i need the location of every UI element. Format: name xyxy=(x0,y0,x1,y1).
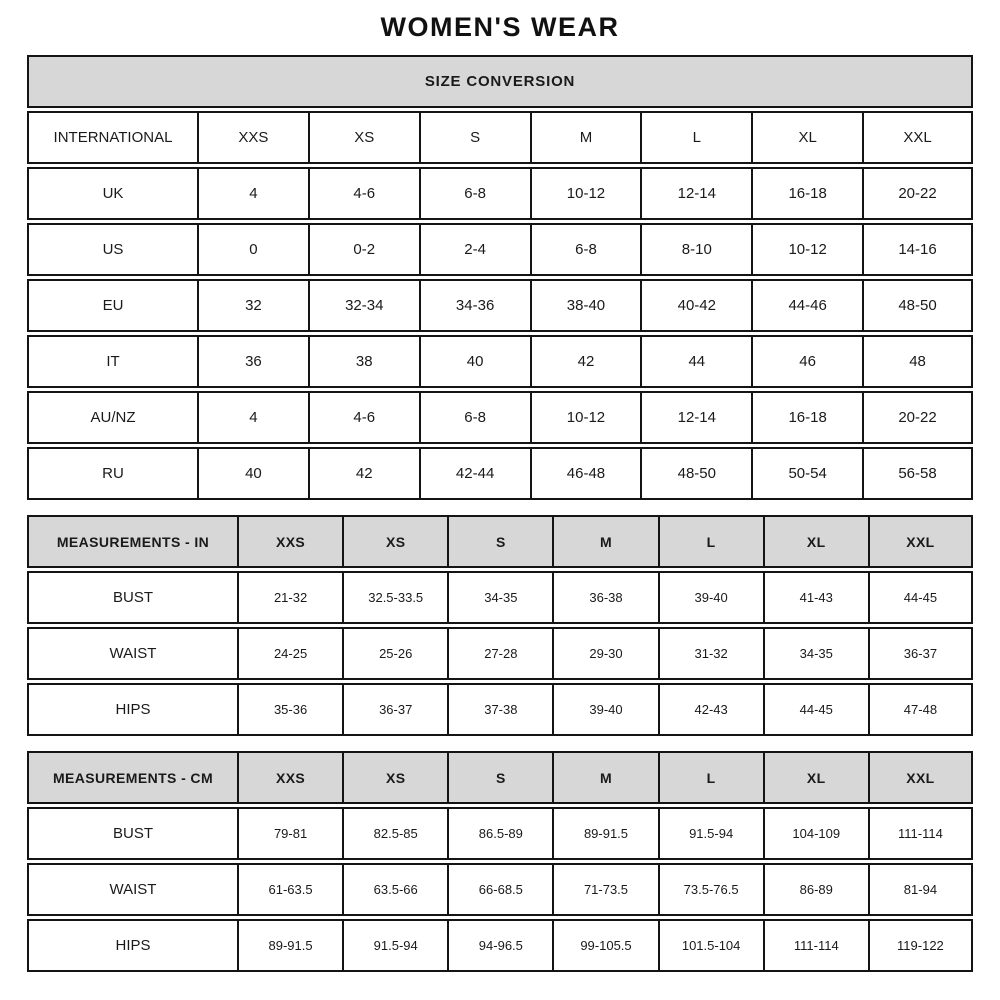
column-header: XXS xyxy=(197,111,308,164)
size_conversion-band-title: SIZE CONVERSION xyxy=(27,55,973,108)
size-cell: 4-6 xyxy=(308,167,419,220)
size-cell: 4 xyxy=(197,391,308,444)
size-cell: 81-94 xyxy=(868,863,973,916)
size-cell: 36-38 xyxy=(552,571,657,624)
size-cell: 46 xyxy=(751,335,862,388)
table-row xyxy=(27,919,973,972)
size-cell: 50-54 xyxy=(751,447,862,500)
size-cell: 8-10 xyxy=(640,223,751,276)
column-header: L xyxy=(640,111,751,164)
size-cell: 0-2 xyxy=(308,223,419,276)
size-cell: 40 xyxy=(197,447,308,500)
size-cell: 10-12 xyxy=(751,223,862,276)
column-header: MEASUREMENTS - IN xyxy=(27,515,237,568)
size-cell: 34-35 xyxy=(447,571,552,624)
column-header: XS xyxy=(342,515,447,568)
size-cell: 42-43 xyxy=(658,683,763,736)
row-label: IT xyxy=(27,335,197,388)
column-header: XL xyxy=(763,751,868,804)
size-cell: 36-37 xyxy=(868,627,973,680)
column-header: S xyxy=(447,751,552,804)
size-cell: 20-22 xyxy=(862,167,973,220)
size-cell: 89-91.5 xyxy=(552,807,657,860)
table-row xyxy=(27,627,973,680)
row-label: HIPS xyxy=(27,683,237,736)
size-cell: 56-58 xyxy=(862,447,973,500)
size-cell: 61-63.5 xyxy=(237,863,342,916)
size-cell: 0 xyxy=(197,223,308,276)
column-header: XS xyxy=(308,111,419,164)
size-cell: 6-8 xyxy=(419,391,530,444)
size-cell: 82.5-85 xyxy=(342,807,447,860)
size-cell: 32 xyxy=(197,279,308,332)
size-cell: 48 xyxy=(862,335,973,388)
size-cell: 99-105.5 xyxy=(552,919,657,972)
size-cell: 40 xyxy=(419,335,530,388)
size-cell: 6-8 xyxy=(530,223,641,276)
column-header: XXS xyxy=(237,751,342,804)
size-cell: 44-45 xyxy=(763,683,868,736)
size-cell: 86.5-89 xyxy=(447,807,552,860)
size-cell: 4 xyxy=(197,167,308,220)
column-header: S xyxy=(447,515,552,568)
column-header: XXL xyxy=(868,515,973,568)
column-header: MEASUREMENTS - CM xyxy=(27,751,237,804)
size-cell: 21-32 xyxy=(237,571,342,624)
size-cell: 71-73.5 xyxy=(552,863,657,916)
size-cell: 6-8 xyxy=(419,167,530,220)
table-row xyxy=(27,335,973,388)
size-cell: 63.5-66 xyxy=(342,863,447,916)
column-header: M xyxy=(552,515,657,568)
measurements_in-header-row xyxy=(27,515,973,568)
size-cell: 2-4 xyxy=(419,223,530,276)
column-header: XL xyxy=(751,111,862,164)
column-header: XXL xyxy=(868,751,973,804)
table-row xyxy=(27,807,973,860)
column-header: L xyxy=(658,751,763,804)
size-cell: 24-25 xyxy=(237,627,342,680)
size-cell: 16-18 xyxy=(751,167,862,220)
table-row xyxy=(27,683,973,736)
row-label: AU/NZ xyxy=(27,391,197,444)
size-conversion-table xyxy=(27,52,973,503)
size-cell: 25-26 xyxy=(342,627,447,680)
size-cell: 38 xyxy=(308,335,419,388)
size-cell: 41-43 xyxy=(763,571,868,624)
size-cell: 38-40 xyxy=(530,279,641,332)
row-label: WAIST xyxy=(27,627,237,680)
table-row xyxy=(27,223,973,276)
size-cell: 27-28 xyxy=(447,627,552,680)
row-label: WAIST xyxy=(27,863,237,916)
size-cell: 14-16 xyxy=(862,223,973,276)
size-cell: 44-46 xyxy=(751,279,862,332)
page-title: WOMEN'S WEAR xyxy=(380,12,620,42)
size-cell: 104-109 xyxy=(763,807,868,860)
size-cell: 47-48 xyxy=(868,683,973,736)
size-cell: 4-6 xyxy=(308,391,419,444)
table-row xyxy=(27,863,973,916)
column-header: M xyxy=(530,111,641,164)
size-cell: 42-44 xyxy=(419,447,530,500)
table-row xyxy=(27,167,973,220)
table-row xyxy=(27,391,973,444)
column-header: L xyxy=(658,515,763,568)
size-cell: 34-36 xyxy=(419,279,530,332)
column-header: M xyxy=(552,751,657,804)
size-cell: 111-114 xyxy=(763,919,868,972)
size-cell: 10-12 xyxy=(530,391,641,444)
size-cell: 12-14 xyxy=(640,391,751,444)
size-cell: 91.5-94 xyxy=(342,919,447,972)
size-cell: 48-50 xyxy=(640,447,751,500)
size-cell: 31-32 xyxy=(658,627,763,680)
size-cell: 111-114 xyxy=(868,807,973,860)
size-cell: 36 xyxy=(197,335,308,388)
size-cell: 12-14 xyxy=(640,167,751,220)
size-cell: 29-30 xyxy=(552,627,657,680)
column-header: XL xyxy=(763,515,868,568)
size-cell: 101.5-104 xyxy=(658,919,763,972)
size-cell: 94-96.5 xyxy=(447,919,552,972)
size_conversion-header-row xyxy=(27,111,973,164)
column-header: XXS xyxy=(237,515,342,568)
measurements_cm-header-row xyxy=(27,751,973,804)
size-cell: 46-48 xyxy=(530,447,641,500)
size-cell: 42 xyxy=(308,447,419,500)
size-cell: 39-40 xyxy=(552,683,657,736)
size-cell: 44-45 xyxy=(868,571,973,624)
size-cell: 66-68.5 xyxy=(447,863,552,916)
size-cell: 42 xyxy=(530,335,641,388)
row-label: RU xyxy=(27,447,197,500)
size-cell: 79-81 xyxy=(237,807,342,860)
column-header: XS xyxy=(342,751,447,804)
size-cell: 35-36 xyxy=(237,683,342,736)
size-cell: 39-40 xyxy=(658,571,763,624)
row-label: BUST xyxy=(27,807,237,860)
column-header: XXL xyxy=(862,111,973,164)
measurements-in-table xyxy=(27,512,973,739)
row-label: HIPS xyxy=(27,919,237,972)
size-cell: 16-18 xyxy=(751,391,862,444)
size-cell: 119-122 xyxy=(868,919,973,972)
size-cell: 89-91.5 xyxy=(237,919,342,972)
column-header: INTERNATIONAL xyxy=(27,111,197,164)
size-cell: 34-35 xyxy=(763,627,868,680)
table-row xyxy=(27,447,973,500)
size-cell: 44 xyxy=(640,335,751,388)
size-cell: 10-12 xyxy=(530,167,641,220)
row-label: BUST xyxy=(27,571,237,624)
size-cell: 73.5-76.5 xyxy=(658,863,763,916)
size-cell: 48-50 xyxy=(862,279,973,332)
size-cell: 91.5-94 xyxy=(658,807,763,860)
table-row xyxy=(27,571,973,624)
measurements-cm-table xyxy=(27,748,973,975)
table-row xyxy=(27,279,973,332)
size-cell: 37-38 xyxy=(447,683,552,736)
row-label: UK xyxy=(27,167,197,220)
size-cell: 36-37 xyxy=(342,683,447,736)
size-cell: 32-34 xyxy=(308,279,419,332)
size-cell: 32.5-33.5 xyxy=(342,571,447,624)
row-label: EU xyxy=(27,279,197,332)
row-label: US xyxy=(27,223,197,276)
column-header: S xyxy=(419,111,530,164)
size-cell: 20-22 xyxy=(862,391,973,444)
size-cell: 86-89 xyxy=(763,863,868,916)
size-cell: 40-42 xyxy=(640,279,751,332)
